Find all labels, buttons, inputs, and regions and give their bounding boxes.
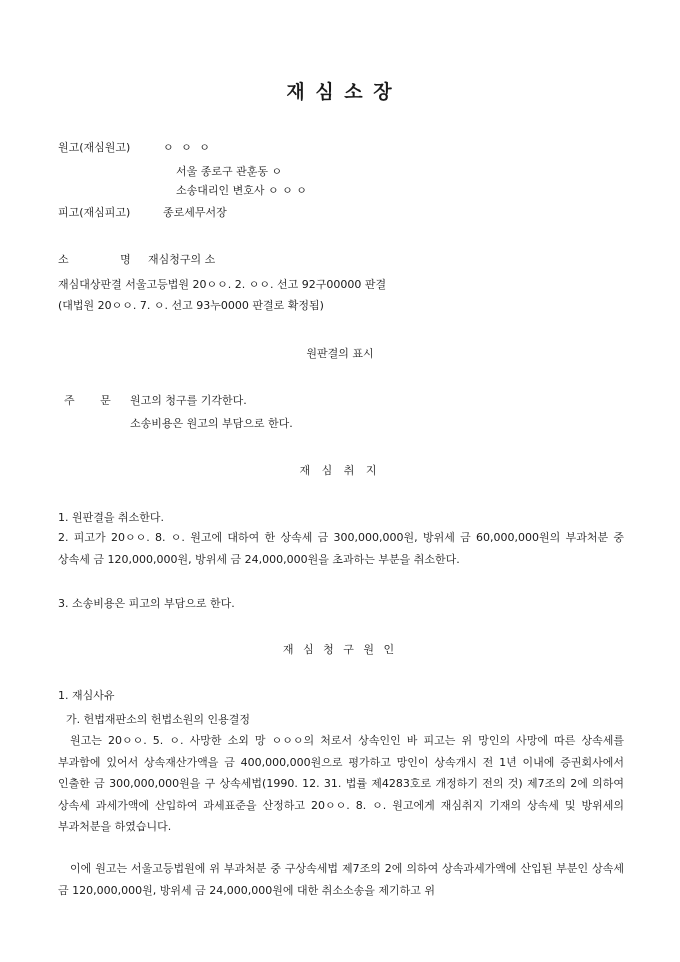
retrial-causes-heading: 재 심 청 구 원 인 <box>282 643 398 656</box>
plaintiff-name: ㅇ ㅇ ㅇ <box>163 141 212 154</box>
retrial-reason-section: 1. 재심사유 <box>58 689 115 702</box>
judgment-order-line-1: 원고의 청구를 기각한다. <box>130 394 247 407</box>
retrial-reason-subsection: 가. 헌법재판소의 헌법소원의 인용결정 <box>66 713 251 726</box>
original-judgment-heading: 원판결의 표시 <box>306 347 374 360</box>
retrial-reason-paragraph-2: 이에 원고는 서울고등법원에 위 부과처분 중 구상속세법 제7조의 2에 의하여 상속과세가액에 산입된 부분인 상속세 금 120,000,000원, 방위세 금 24,000,000원에 대한 취소소송을 제기하고 위 <box>58 862 624 897</box>
attorney: 소송대리인 변호사 ㅇ ㅇ ㅇ <box>176 184 307 197</box>
plaintiff-address: 서울 종로구 관훈동 ㅇ <box>176 165 283 178</box>
judgment-order-line-2: 소송비용은 원고의 부담으로 한다. <box>130 417 293 430</box>
judgment-order-label: 주 문 <box>64 394 111 407</box>
retrial-purpose-item-2: 2. 피고가 20ㅇㅇ. 8. ㅇ. 원고에 대하여 한 상속세 금 300,000,000원, 방위세 금 60,000,000원의 부과처분 중 상속세 금 120,000,000원, 방위세 금 24,000,000원을 초과하는 부분을 취소한다. <box>58 531 624 566</box>
retrial-purpose-item-3: 3. 소송비용은 피고의 부담으로 한다. <box>58 597 235 610</box>
defendant-label: 피고(재심피고) <box>58 206 131 219</box>
retrial-purpose-item-1: 1. 원판결을 취소한다. <box>58 511 164 524</box>
retrial-target-judgment: 재심대상판결 서울고등법원 20ㅇㅇ. 2. ㅇㅇ. 선고 92구00000 판결 <box>58 278 387 291</box>
retrial-purpose-heading: 재 심 취 지 <box>299 464 381 477</box>
case-name-value: 재심청구의 소 <box>148 253 216 266</box>
defendant-name: 종로세무서장 <box>163 206 227 219</box>
document-title: 재 심 소 장 <box>286 81 394 103</box>
plaintiff-label: 원고(재심원고) <box>58 141 131 154</box>
supreme-court-confirmation: (대법원 20ㅇㅇ. 7. ㅇ. 선고 93누0000 판결로 확정됨) <box>58 299 324 312</box>
retrial-reason-paragraph-1: 원고는 20ㅇㅇ. 5. ㅇ. 사망한 소외 망 ㅇㅇㅇ의 처로서 상속인인 바 피고는 위 망인의 사망에 따른 상속세를 부과함에 있어서 상속재산가액을 금 400,000,000원으로 평가하고 망인이 상속개시 전 1년 이내에 증권회사에서 인출한 금 300,000,000원을 구 상속세법(1990. 12. 31. 법률 제4283호로 개정하기 전의 것) 제7조의 2에 의하여 상속세 과세가액에 산입하여 과세표준을 산정하고 20ㅇㅇ. 8. ㅇ. 원고에게 재심취지 기재의 상속세 및 방위세의 부과처분을 하였습니다. <box>58 734 624 833</box>
case-name-label: 소 명 <box>58 253 131 266</box>
